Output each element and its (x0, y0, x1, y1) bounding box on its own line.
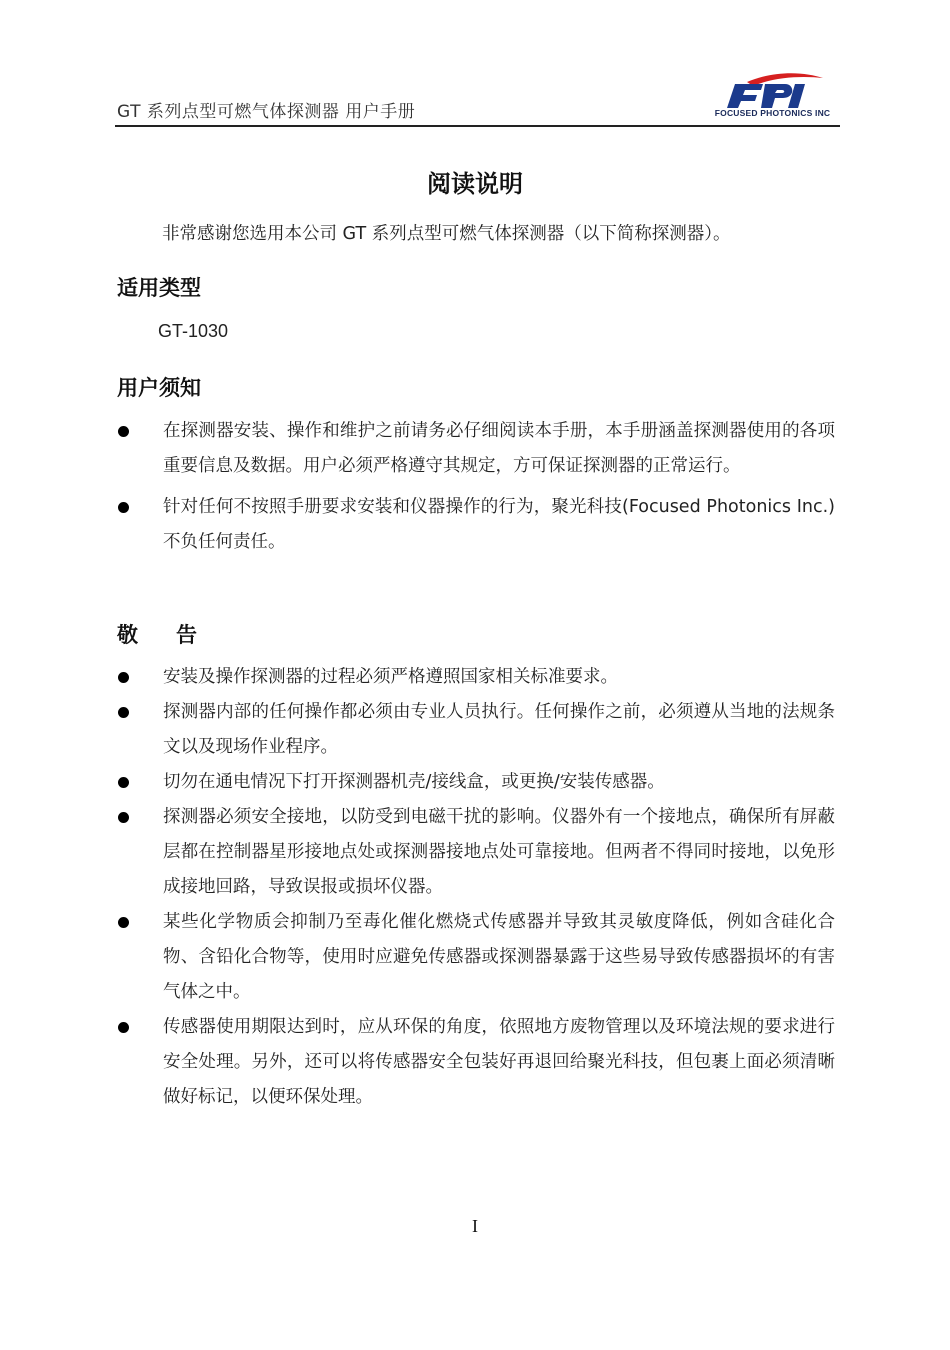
list-item: 在探测器安装、操作和维护之前请务必仔细阅读本手册，本手册涵盖探测器使用的各项重要信息及数据。用户必须严格遵守其规定，方可保证探测器的正常运行。 (115, 414, 835, 484)
bullet-icon (118, 707, 129, 718)
bullet-icon (118, 1022, 129, 1033)
list-item: 探测器必须安全接地，以防受到电磁干扰的影响。仪器外有一个接地点，确保所有屏蔽层都在控制器星形接地点处或探测器接地点处可靠接地。但两者不得同时接地，以免形成接地回路，导致误报或损坏仪器。 (115, 800, 835, 905)
list-item: 探测器内部的任何操作都必须由专业人员执行。任何操作之前，必须遵从当地的法规条文以及现场作业程序。 (115, 695, 835, 765)
list-item: 某些化学物质会抑制乃至毒化催化燃烧式传感器并导致其灵敏度降低，例如含硅化合物、含铅化合物等，使用时应避免传感器或探测器暴露于这些易导致传感器损坏的有害气体之中。 (115, 905, 835, 1010)
list-item: 切勿在通电情况下打开探测器机壳/接线盒，或更换/安装传感器。 (115, 765, 835, 800)
list-item: 安装及操作探测器的过程必须严格遵照国家相关标准要求。 (115, 660, 835, 695)
bullet-icon (118, 426, 129, 437)
bullet-icon (118, 777, 129, 788)
warning-list (115, 660, 835, 1115)
model-number: GT-1030 (158, 321, 229, 341)
logo-caption: FOCUSED PHOTONICS INC (714, 108, 831, 118)
bullet-icon (118, 672, 129, 683)
fpi-logo-icon (705, 70, 840, 108)
notice-list (115, 414, 835, 560)
bullet-icon (118, 502, 129, 513)
list-item: 针对任何不按照手册要求安装和仪器操作的行为，聚光科技(Focused Photonics Inc.)不负任何责任。 (115, 490, 835, 560)
section-heading-applicable: 适用类型 (117, 276, 201, 300)
page-title: 阅读说明 (427, 170, 523, 198)
bullet-icon (118, 812, 129, 823)
section-heading-notice: 用户须知 (117, 376, 201, 400)
section-heading-warning: 敬告 (117, 623, 235, 647)
bullet-icon (118, 917, 129, 928)
intro-paragraph: 非常感谢您选用本公司 GT 系列点型可燃气体探测器（以下简称探测器）。 (162, 224, 731, 244)
company-logo (705, 70, 840, 120)
list-item: 传感器使用期限达到时，应从环保的角度，依照地方废物管理以及环境法规的要求进行安全处理。另外，还可以将传感器安全包装好再退回给聚光科技，但包裹上面必须清晰做好标记，以便环保处理。 (115, 1010, 835, 1115)
header-divider (115, 125, 840, 127)
page-number: I (472, 1216, 478, 1236)
header-title: GT 系列点型可燃气体探测器 用户手册 (117, 102, 416, 122)
